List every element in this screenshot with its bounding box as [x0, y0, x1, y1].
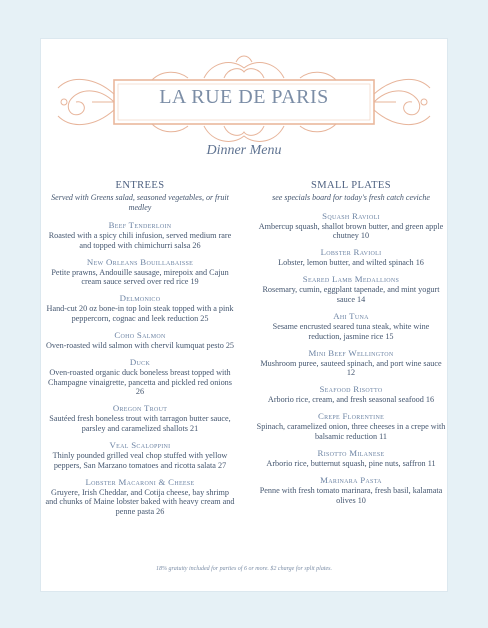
menu-item — [45, 220, 235, 250]
section-note: Served with Greens salad, seasoned vegetables, or fruit medley — [51, 193, 229, 212]
menu-item-description: Penne with fresh tomato marinara, fresh basil, kalamata olives 10 — [259, 486, 443, 505]
menu-item-name: Beef Tenderloin — [108, 220, 172, 230]
section-note: see specials board for today's fresh catch ceviche — [272, 193, 430, 202]
menu-item — [45, 440, 235, 470]
menu-item-name: Mini Beef Wellington — [308, 347, 394, 358]
menu-item — [45, 257, 235, 287]
menu-item-name: Veal Scaloppini — [109, 440, 171, 451]
menu-item — [45, 477, 235, 517]
menu-item — [256, 475, 446, 505]
menu-item-name: Lobster Macaroni & Cheese — [85, 476, 195, 487]
section-title: SMALL PLATES — [311, 180, 391, 191]
menu-item — [45, 293, 235, 323]
menu-item-description: Sesame encrusted seared tuna steak, white wine reduction, jasmine rice 15 — [272, 321, 430, 341]
menu-item-name: Squash Ravioli — [322, 210, 380, 221]
menu-item — [256, 411, 446, 441]
menu-item-name: Risotto Milanese — [317, 448, 385, 459]
menu-item-description: Arborio rice, butternut squash, pine nuts, saffron 11 — [266, 459, 436, 469]
menu-item-name: Crepe Florentine — [317, 411, 385, 422]
small-plates-section — [256, 180, 446, 512]
menu-item-description: Mushroom puree, sauteed spinach, and port wine sauce 12 — [260, 358, 442, 378]
menu-item-description: Arborio rice, cream, and fresh seasonal seafood 16 — [267, 395, 435, 405]
menu-item-description: Oven-roasted wild salmon with chervil kumquat pesto 25 — [45, 341, 235, 351]
menu-item-description: Lobster, lemon butter, and wilted spinach 16 — [278, 258, 424, 268]
footer-note: 18% gratuity included for parties of 6 or more. $2 charge for split plates. — [155, 566, 333, 572]
menu-item-description: Oven-roasted organic duck boneless breast topped with Champagne vinaigrette, pancetta and pickled red onions 26 — [48, 368, 232, 397]
menu-item-description: Roasted with a spicy chili infusion, served medium rare and topped with chimichurri salsa 26 — [48, 231, 232, 250]
entrees-list — [45, 220, 235, 517]
menu-item — [256, 311, 446, 341]
menu-item — [45, 357, 235, 397]
menu-item-name: Delmonico — [119, 293, 161, 304]
menu-item-name: Oregon Trout — [112, 403, 168, 414]
menu-item — [45, 330, 235, 351]
menu-item-description: Spinach, caramelized onion, three cheeses in a crepe with balsamic reduction 11 — [256, 422, 446, 442]
menu-item-description: Hand-cut 20 oz bone-in top loin steak topped with a pink peppercorn, cognac and leek reduction 25 — [46, 304, 234, 323]
menu-item — [256, 384, 446, 405]
menu-item-description: Sautéed fresh boneless trout with tarragon butter sauce, parsley and caramelized shallots 21 — [49, 414, 231, 434]
menu-title: Dinner Menu — [206, 143, 282, 158]
menu-item-description: Ambercup squash, shallot brown butter, and green apple chutney 10 — [258, 221, 444, 241]
section-title: ENTREES — [115, 180, 165, 191]
menu-item-description: Thinly pounded grilled veal chop stuffed with yellow peppers, San Marzano tomatoes and ricotta salata 27 — [52, 451, 228, 470]
menu-item-name: Duck — [129, 357, 151, 368]
menu-item-name: New Orleans Bouillabaisse — [86, 256, 194, 267]
menu-item — [256, 274, 446, 304]
menu-item — [256, 247, 446, 268]
menu-item-description: Petite prawns, Andouille sausage, mirepoix and Cajun cream sauce served over red rice 19 — [51, 267, 229, 287]
entrees-section — [45, 180, 235, 523]
menu-item-name: Ahi Tuna — [333, 310, 369, 321]
menu-item-name: Coho Salmon — [114, 330, 166, 341]
menu-item — [256, 448, 446, 469]
menu-item-name: Seared Lamb Medallions — [302, 274, 400, 285]
small-plates-list — [256, 211, 446, 506]
menu-item — [45, 403, 235, 433]
menu-item-description: Rosemary, cumin, eggplant tapenade, and mint yogurt sauce 14 — [262, 285, 440, 304]
menu-item — [256, 211, 446, 241]
menu-item-name: Lobster Ravioli — [320, 247, 382, 258]
menu-item-name: Seafood Risotto — [319, 384, 383, 395]
menu-item-description: Gruyere, Irish Cheddar, and Cotija cheese, bay shrimp and chunks of Maine lobster baked with heavy cream and penne pasta 26 — [45, 487, 235, 516]
menu-item — [256, 348, 446, 378]
menu-item-name: Marinara Pasta — [320, 475, 382, 486]
restaurant-name: LA RUE DE PARIS — [159, 86, 329, 108]
